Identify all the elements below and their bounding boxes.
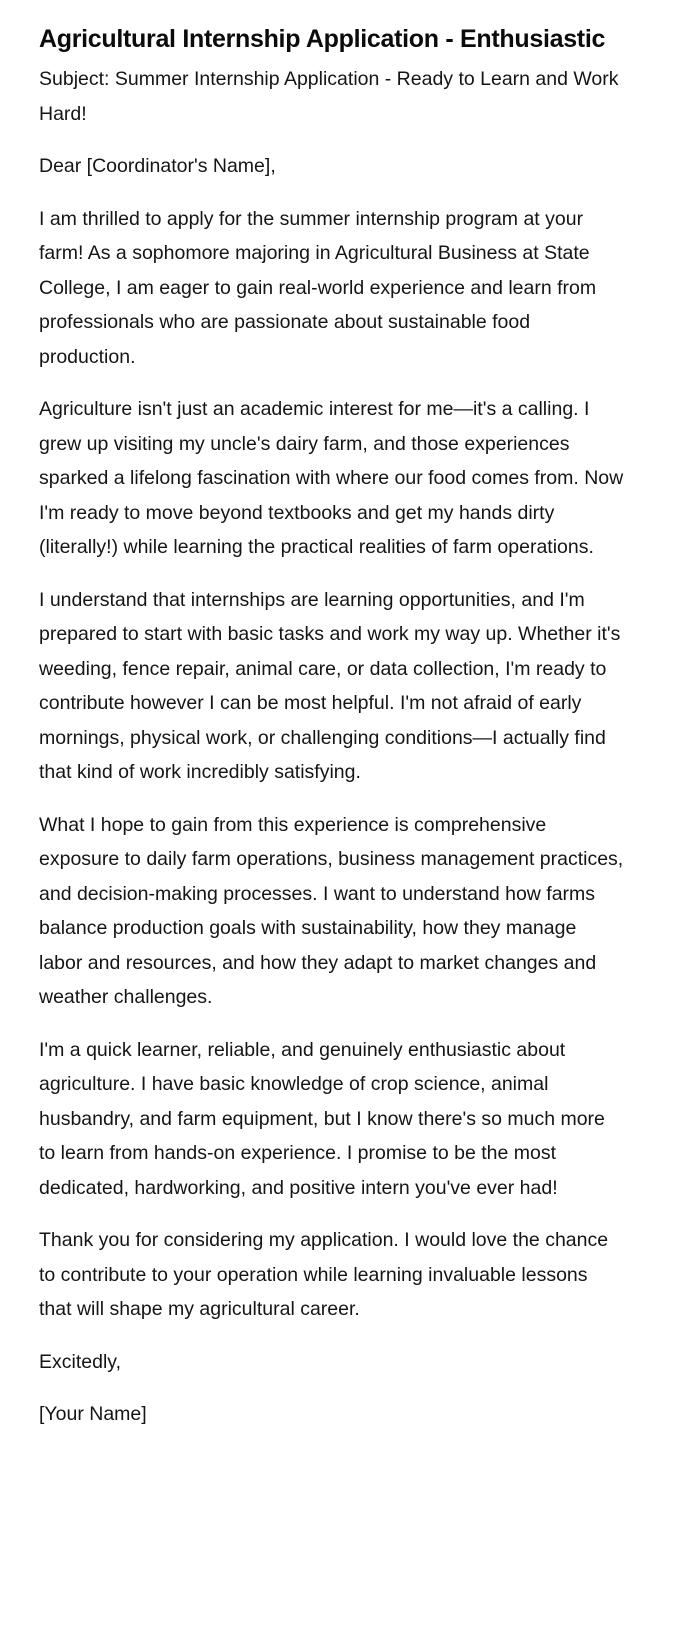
body-paragraph-background: Agriculture isn't just an academic interest for me—it's a calling. I grew up visiting my uncle's dairy farm, and those experiences sparked a lifelong fascination with where our food comes from. Now I'm ready to move beyond textbooks and get my hands dirty (literally!) while learning the practical realities of farm operations. [39, 398, 624, 558]
signature: [Your Name] [39, 1403, 147, 1425]
body-paragraph-intro: I am thrilled to apply for the summer internship program at your farm! As a sophomore majoring in Agricultural Business at State College, I am eager to gain real-world experience and learn from professionals who are passionate about sustainable food production. [39, 207, 597, 368]
body-paragraph-qualities: I'm a quick learner, reliable, and genuinely enthusiastic about agriculture. I have basic knowledge of crop science, animal husbandry, and farm equipment, but I know there's so much more to learn from hands-on experience. I promise to be the most dedicated, hardworking, and positive intern you've ever had! [39, 1038, 605, 1199]
letter-document [39, 0, 624, 1432]
subject-line: Subject: Summer Internship Application - Ready to Learn and Work Hard! [39, 68, 619, 125]
document-title: Agricultural Internship Application - Enthusiastic [39, 25, 606, 53]
salutation: Dear [Coordinator's Name], [39, 155, 276, 177]
body-paragraph-thanks: Thank you for considering my application. I would love the chance to contribute to your operation while learning invaluable lessons that will shape my agricultural career. [39, 1229, 609, 1320]
body-paragraph-goals: What I hope to gain from this experience is comprehensive exposure to daily farm operations, business management practices, and decision-making processes. I want to understand how farms balance production goals with sustainability, how they manage labor and resources, and how they adapt to market changes and weather challenges. [39, 813, 624, 1008]
closing: Excitedly, [39, 1350, 121, 1373]
body-paragraph-willingness: I understand that internships are learning opportunities, and I'm prepared to start with basic tasks and work my way up. Whether it's weeding, fence repair, animal care, or data collection, I'm ready to contribute however I can be most helpful. I'm not afraid of early mornings, physical work, or challenging conditions—I actually find that kind of work incredibly satisfying. [39, 588, 621, 783]
